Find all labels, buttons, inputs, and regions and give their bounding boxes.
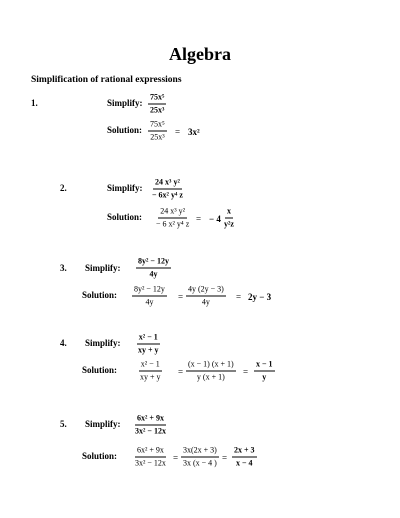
problem-expression [148, 93, 166, 116]
problem-number: 2. [60, 183, 67, 193]
equals-sign: = [178, 292, 184, 302]
simplify-label: Simplify: [85, 419, 121, 429]
denominator: xy + y [140, 372, 161, 382]
denominator: − 6 x² y⁴ z [156, 219, 190, 229]
solution-step [186, 285, 226, 308]
denominator: 3x² − 12x [135, 458, 166, 468]
problem-expression [150, 178, 185, 201]
problem-number: 5. [60, 419, 67, 429]
equals-sign: = [222, 453, 228, 463]
numerator: 24 x³ y² [153, 178, 182, 190]
problem-number: 3. [60, 263, 67, 273]
solution-step [186, 360, 236, 383]
denominator: 25x³ [150, 105, 165, 115]
equals-sign: = [196, 214, 202, 224]
numerator: x² − 1 [139, 360, 162, 372]
denominator: 4y [149, 269, 158, 279]
numerator: 24 x³ y² [158, 207, 187, 219]
simplify-label: Simplify: [85, 263, 121, 273]
denominator: 4y [145, 297, 154, 307]
numerator: 75x⁵ [148, 120, 167, 132]
numerator: 4y (2y − 3) [186, 285, 226, 297]
denominator: y (x + 1) [196, 372, 225, 382]
denominator: 3x² − 12x [135, 426, 166, 436]
problem-expression [136, 257, 171, 280]
solution-step [148, 120, 167, 143]
equals-sign: = [178, 367, 184, 377]
solution-result [222, 207, 236, 230]
numerator: 8y² − 12y [132, 285, 167, 297]
numerator: x² − 1 [137, 333, 160, 345]
denominator: 25x³ [150, 132, 165, 142]
problem-number: 4. [60, 338, 67, 348]
denominator: 3x (x − 4 ) [183, 458, 217, 468]
solution-result: 3x² [188, 127, 200, 137]
numerator: 8y² − 12y [136, 257, 171, 269]
solution-result: 2y − 3 [248, 292, 272, 302]
equals-sign: = [236, 292, 242, 302]
denominator: x − 4 [236, 458, 253, 468]
solution-result [232, 446, 257, 469]
numerator: 6x² + 9x [135, 414, 166, 426]
coefficient: − 4 [209, 214, 221, 224]
numerator: x [225, 207, 233, 219]
numerator: 3x(2x + 3) [181, 446, 219, 458]
simplify-label: Simplify: [107, 183, 143, 193]
solution-step [138, 360, 163, 383]
numerator: 2x + 3 [232, 446, 257, 458]
simplify-label: Simplify: [107, 98, 143, 108]
simplify-label: Simplify: [85, 338, 121, 348]
denominator: y [262, 372, 267, 382]
numerator: 75x⁵ [148, 93, 166, 105]
solution-label: Solution: [107, 125, 143, 135]
denominator: 4y [201, 297, 210, 307]
solution-label: Solution: [82, 451, 118, 461]
solution-step [133, 446, 168, 469]
problem-number: 1. [31, 98, 38, 108]
solution-result [254, 360, 275, 383]
equals-sign: = [173, 453, 179, 463]
numerator: (x − 1) (x + 1) [186, 360, 236, 372]
denominator: − 6x² y⁴ z [152, 190, 183, 200]
solution-step [181, 446, 219, 469]
numerator: x − 1 [254, 360, 275, 372]
equals-sign: = [243, 367, 249, 377]
problem-expression [136, 333, 161, 356]
solution-step [154, 207, 191, 230]
equals-sign: = [175, 127, 181, 137]
solution-label: Solution: [82, 365, 118, 375]
numerator: 6x² + 9x [135, 446, 166, 458]
page-title: Algebra [169, 44, 231, 64]
solution-label: Solution: [107, 212, 143, 222]
denominator: y²z [224, 219, 234, 229]
section-subtitle: Simplification of rational expressions [31, 75, 182, 85]
denominator: xy + y [138, 345, 159, 355]
solution-label: Solution: [82, 290, 118, 300]
problem-expression [133, 414, 168, 437]
solution-step [132, 285, 167, 308]
